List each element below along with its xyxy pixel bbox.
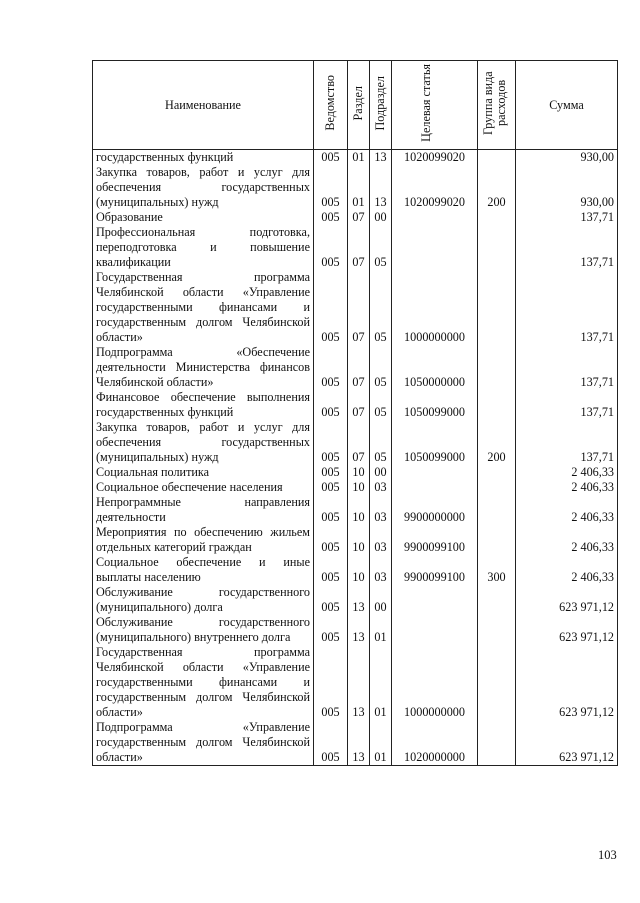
cell-section: 01 xyxy=(348,150,370,166)
cell-department: 005 xyxy=(314,585,348,615)
cell-subsection: 03 xyxy=(370,480,392,495)
header-department: Ведомство xyxy=(314,61,348,150)
cell-subsection: 01 xyxy=(370,645,392,720)
cell-expense-group xyxy=(478,645,516,720)
cell-section: 07 xyxy=(348,345,370,390)
header-name: Наименование xyxy=(93,61,314,150)
cell-subsection: 03 xyxy=(370,495,392,525)
cell-amount: 930,00 xyxy=(516,165,618,210)
cell-target-article xyxy=(392,615,478,645)
cell-name: Непрограммные направления деятельности xyxy=(93,495,314,525)
cell-section: 10 xyxy=(348,495,370,525)
cell-section: 07 xyxy=(348,420,370,465)
cell-subsection: 00 xyxy=(370,585,392,615)
cell-expense-group xyxy=(478,225,516,270)
cell-name: Государственная программа Челябинской области «Управление государственными финансами и государственным долгом Челябинской области» xyxy=(93,645,314,720)
cell-section: 13 xyxy=(348,585,370,615)
cell-section: 13 xyxy=(348,615,370,645)
table-row xyxy=(93,645,618,720)
cell-expense-group xyxy=(478,465,516,480)
cell-subsection: 03 xyxy=(370,525,392,555)
cell-section: 07 xyxy=(348,225,370,270)
table-body xyxy=(93,150,618,766)
cell-department: 005 xyxy=(314,525,348,555)
cell-name: Профессиональная подготовка, переподготовка и повышение квалификации xyxy=(93,225,314,270)
table-row xyxy=(93,165,618,210)
cell-amount: 137,71 xyxy=(516,345,618,390)
table-row xyxy=(93,495,618,525)
cell-amount: 137,71 xyxy=(516,420,618,465)
header-section: Раздел xyxy=(348,61,370,150)
cell-amount: 623 971,12 xyxy=(516,645,618,720)
cell-expense-group xyxy=(478,390,516,420)
cell-subsection: 03 xyxy=(370,555,392,585)
cell-department: 005 xyxy=(314,420,348,465)
cell-name: Закупка товаров, работ и услуг для обеспечения государственных (муниципальных) нужд xyxy=(93,420,314,465)
header-row xyxy=(93,61,618,150)
cell-section: 10 xyxy=(348,465,370,480)
table-row xyxy=(93,480,618,495)
cell-expense-group xyxy=(478,495,516,525)
cell-target-article: 1050099000 xyxy=(392,390,478,420)
cell-expense-group: 200 xyxy=(478,420,516,465)
cell-name: Обслуживание государственного (муниципального) долга xyxy=(93,585,314,615)
table-row xyxy=(93,585,618,615)
cell-name: Обслуживание государственного (муниципального) внутреннего долга xyxy=(93,615,314,645)
header-expense-group: Группа вида расходов xyxy=(478,61,516,150)
cell-amount: 137,71 xyxy=(516,225,618,270)
cell-department: 005 xyxy=(314,615,348,645)
cell-name: Социальное обеспечение населения xyxy=(93,480,314,495)
cell-expense-group xyxy=(478,585,516,615)
header-amount: Сумма xyxy=(516,61,618,150)
cell-department: 005 xyxy=(314,150,348,166)
cell-amount: 137,71 xyxy=(516,390,618,420)
cell-subsection: 01 xyxy=(370,615,392,645)
cell-expense-group xyxy=(478,345,516,390)
table-row xyxy=(93,720,618,766)
cell-department: 005 xyxy=(314,465,348,480)
cell-target-article: 9900099100 xyxy=(392,555,478,585)
cell-expense-group xyxy=(478,210,516,225)
cell-name: государственных функций xyxy=(93,150,314,166)
cell-name: Подпрограмма «Управление государственным долгом Челябинской области» xyxy=(93,720,314,766)
cell-target-article: 1020000000 xyxy=(392,720,478,766)
cell-section: 10 xyxy=(348,480,370,495)
table-row xyxy=(93,525,618,555)
cell-target-article: 1020099020 xyxy=(392,150,478,166)
cell-subsection: 00 xyxy=(370,210,392,225)
cell-name: Мероприятия по обеспечению жильем отдельных категорий граждан xyxy=(93,525,314,555)
cell-section: 07 xyxy=(348,390,370,420)
cell-subsection: 05 xyxy=(370,345,392,390)
cell-expense-group xyxy=(478,525,516,555)
cell-expense-group xyxy=(478,480,516,495)
cell-amount: 2 406,33 xyxy=(516,555,618,585)
cell-target-article: 1050000000 xyxy=(392,345,478,390)
cell-section: 13 xyxy=(348,720,370,766)
cell-department: 005 xyxy=(314,645,348,720)
cell-department: 005 xyxy=(314,225,348,270)
page-number: 103 xyxy=(598,848,617,862)
cell-expense-group xyxy=(478,615,516,645)
cell-target-article: 9900000000 xyxy=(392,495,478,525)
table-row xyxy=(93,465,618,480)
cell-department: 005 xyxy=(314,495,348,525)
cell-amount: 623 971,12 xyxy=(516,585,618,615)
cell-department: 005 xyxy=(314,345,348,390)
cell-name: Финансовое обеспечение выполнения государственных функций xyxy=(93,390,314,420)
cell-department: 005 xyxy=(314,165,348,210)
cell-expense-group: 300 xyxy=(478,555,516,585)
cell-target-article xyxy=(392,210,478,225)
cell-amount: 137,71 xyxy=(516,270,618,345)
table-row xyxy=(93,210,618,225)
table-row xyxy=(93,615,618,645)
table-row xyxy=(93,390,618,420)
cell-target-article: 1000000000 xyxy=(392,645,478,720)
table-row xyxy=(93,225,618,270)
cell-subsection: 05 xyxy=(370,225,392,270)
cell-section: 07 xyxy=(348,270,370,345)
cell-section: 10 xyxy=(348,525,370,555)
cell-department: 005 xyxy=(314,390,348,420)
cell-section: 13 xyxy=(348,645,370,720)
cell-target-article: 1050099000 xyxy=(392,420,478,465)
cell-name: Закупка товаров, работ и услуг для обеспечения государственных (муниципальных) нужд xyxy=(93,165,314,210)
table-row xyxy=(93,420,618,465)
cell-target-article xyxy=(392,465,478,480)
cell-department: 005 xyxy=(314,210,348,225)
budget-table xyxy=(92,60,618,766)
table-row xyxy=(93,345,618,390)
cell-amount: 930,00 xyxy=(516,150,618,166)
cell-expense-group xyxy=(478,150,516,166)
cell-target-article xyxy=(392,225,478,270)
cell-subsection: 01 xyxy=(370,720,392,766)
cell-name: Государственная программа Челябинской области «Управление государственными финансами и государственным долгом Челябинской области» xyxy=(93,270,314,345)
cell-target-article: 1020099020 xyxy=(392,165,478,210)
cell-section: 10 xyxy=(348,555,370,585)
cell-name: Социальное обеспечение и иные выплаты населению xyxy=(93,555,314,585)
cell-name: Образование xyxy=(93,210,314,225)
cell-amount: 2 406,33 xyxy=(516,495,618,525)
cell-subsection: 00 xyxy=(370,465,392,480)
table-row xyxy=(93,555,618,585)
cell-subsection: 05 xyxy=(370,270,392,345)
cell-expense-group xyxy=(478,720,516,766)
cell-name: Социальная политика xyxy=(93,465,314,480)
cell-department: 005 xyxy=(314,555,348,585)
cell-section: 01 xyxy=(348,165,370,210)
cell-target-article xyxy=(392,585,478,615)
cell-amount: 137,71 xyxy=(516,210,618,225)
cell-amount: 623 971,12 xyxy=(516,720,618,766)
table-row xyxy=(93,270,618,345)
cell-target-article xyxy=(392,480,478,495)
cell-department: 005 xyxy=(314,270,348,345)
table-row xyxy=(93,150,618,166)
cell-subsection: 13 xyxy=(370,165,392,210)
cell-target-article: 1000000000 xyxy=(392,270,478,345)
header-subsection: Подраздел xyxy=(370,61,392,150)
header-target-article: Целевая статья xyxy=(392,61,478,150)
cell-amount: 2 406,33 xyxy=(516,465,618,480)
cell-department: 005 xyxy=(314,480,348,495)
cell-amount: 2 406,33 xyxy=(516,525,618,555)
cell-subsection: 05 xyxy=(370,390,392,420)
cell-amount: 623 971,12 xyxy=(516,615,618,645)
cell-expense-group: 200 xyxy=(478,165,516,210)
cell-name: Подпрограмма «Обеспечение деятельности Министерства финансов Челябинской области» xyxy=(93,345,314,390)
cell-target-article: 9900099100 xyxy=(392,525,478,555)
cell-expense-group xyxy=(478,270,516,345)
cell-subsection: 05 xyxy=(370,420,392,465)
cell-section: 07 xyxy=(348,210,370,225)
cell-subsection: 13 xyxy=(370,150,392,166)
cell-amount: 2 406,33 xyxy=(516,480,618,495)
cell-department: 005 xyxy=(314,720,348,766)
